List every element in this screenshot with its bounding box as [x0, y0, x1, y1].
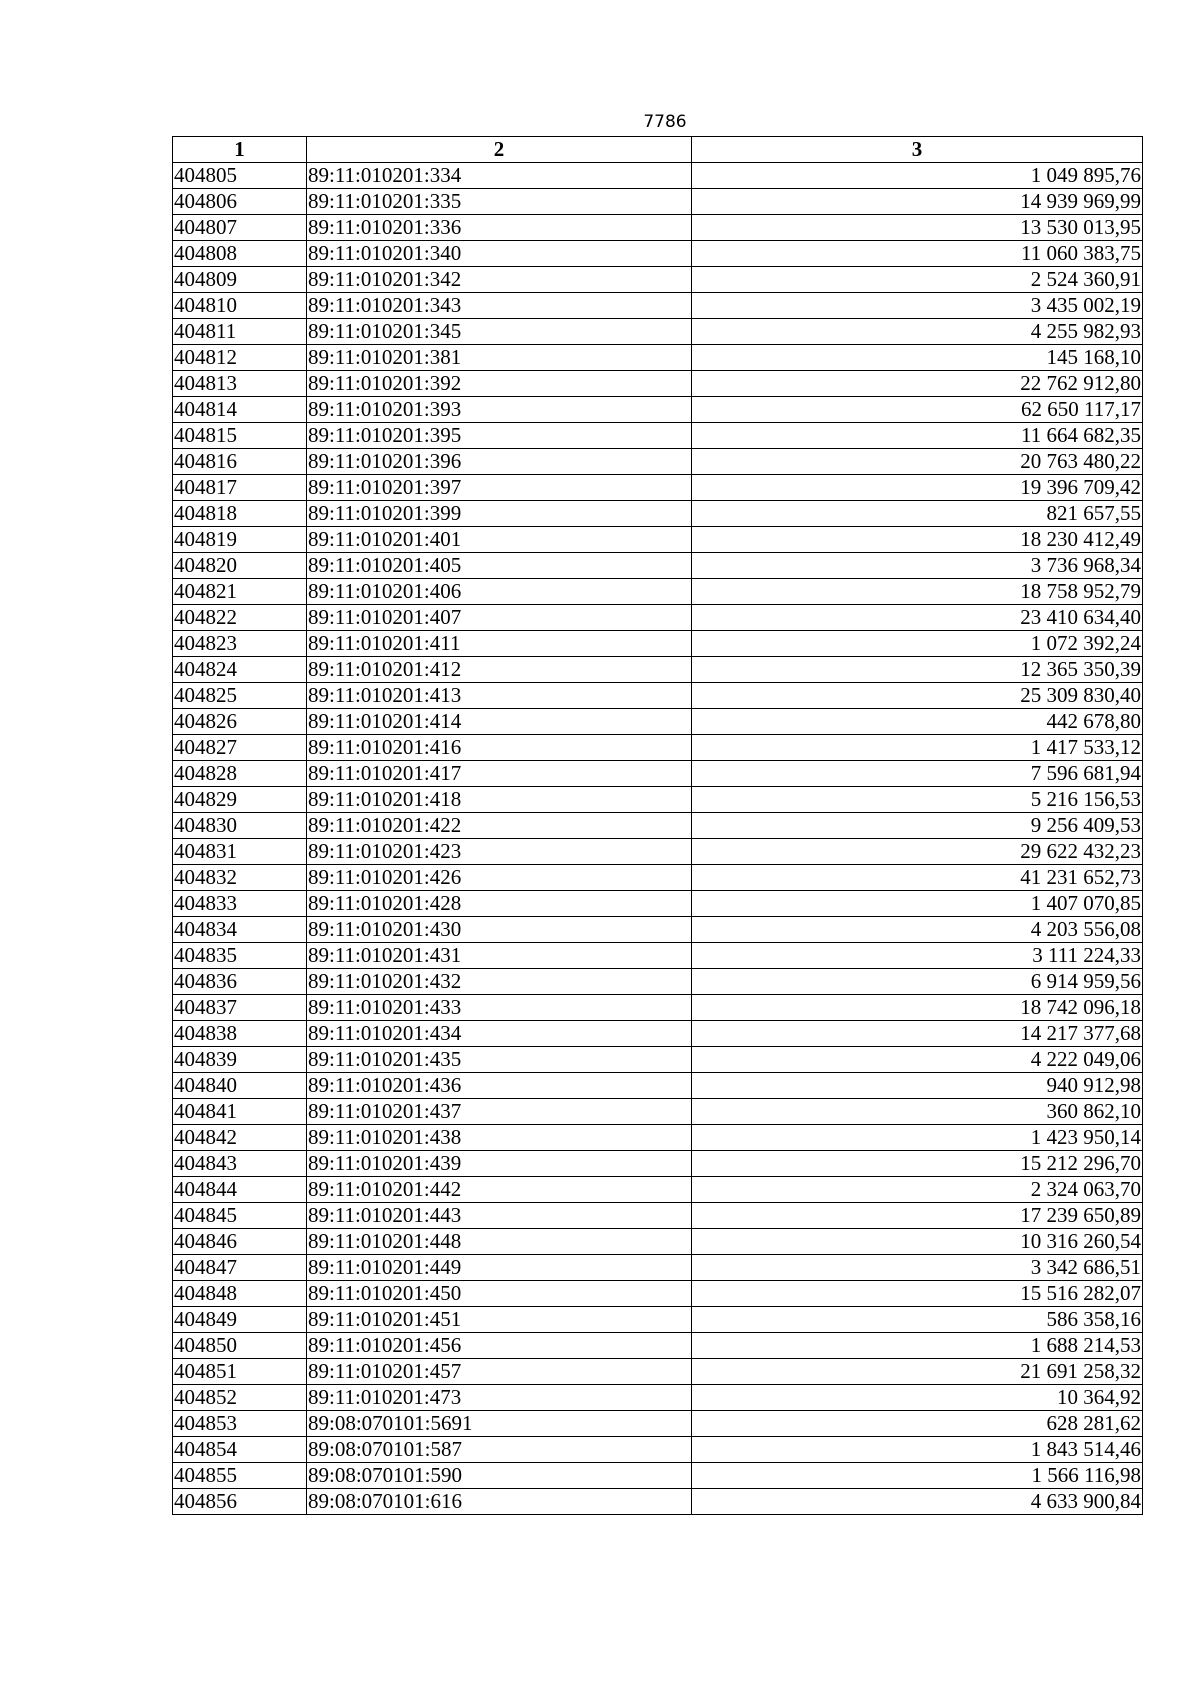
row-number-cell: 404805 — [173, 163, 307, 189]
cadastral-number-cell: 89:11:010201:412 — [307, 657, 692, 683]
cadastral-value-cell: 360 862,10 — [692, 1099, 1143, 1125]
table-row — [173, 241, 1143, 267]
row-number-cell: 404828 — [173, 761, 307, 787]
cadastral-value-cell: 3 342 686,51 — [692, 1255, 1143, 1281]
cadastral-number-cell: 89:11:010201:343 — [307, 293, 692, 319]
row-number-cell: 404823 — [173, 631, 307, 657]
column-header-number: 1 — [173, 137, 307, 163]
cadastral-number-cell: 89:08:070101:5691 — [307, 1411, 692, 1437]
cadastral-number-cell: 89:11:010201:456 — [307, 1333, 692, 1359]
cadastral-number-cell: 89:11:010201:432 — [307, 969, 692, 995]
table-row — [173, 891, 1143, 917]
table-row — [173, 319, 1143, 345]
table-row — [173, 1359, 1143, 1385]
table-row — [173, 813, 1143, 839]
cadastral-number-cell: 89:11:010201:413 — [307, 683, 692, 709]
cadastral-value-cell: 5 216 156,53 — [692, 787, 1143, 813]
cadastral-value-cell: 4 222 049,06 — [692, 1047, 1143, 1073]
cadastral-number-cell: 89:11:010201:450 — [307, 1281, 692, 1307]
row-number-cell: 404825 — [173, 683, 307, 709]
cadastral-number-cell: 89:11:010201:436 — [307, 1073, 692, 1099]
row-number-cell: 404816 — [173, 449, 307, 475]
row-number-cell: 404833 — [173, 891, 307, 917]
row-number-cell: 404847 — [173, 1255, 307, 1281]
table-row — [173, 345, 1143, 371]
table-row — [173, 709, 1143, 735]
cadastral-number-cell: 89:11:010201:428 — [307, 891, 692, 917]
table-row — [173, 501, 1143, 527]
row-number-cell: 404831 — [173, 839, 307, 865]
table-row — [173, 1385, 1143, 1411]
cadastral-value-cell: 13 530 013,95 — [692, 215, 1143, 241]
table-row — [173, 449, 1143, 475]
cadastral-value-cell: 628 281,62 — [692, 1411, 1143, 1437]
table-row — [173, 1125, 1143, 1151]
row-number-cell: 404811 — [173, 319, 307, 345]
row-number-cell: 404821 — [173, 579, 307, 605]
cadastral-value-cell: 15 212 296,70 — [692, 1151, 1143, 1177]
row-number-cell: 404808 — [173, 241, 307, 267]
cadastral-value-cell: 15 516 282,07 — [692, 1281, 1143, 1307]
cadastral-value-cell: 586 358,16 — [692, 1307, 1143, 1333]
table-row — [173, 995, 1143, 1021]
cadastral-value-cell: 22 762 912,80 — [692, 371, 1143, 397]
table-row — [173, 917, 1143, 943]
row-number-cell: 404826 — [173, 709, 307, 735]
cadastral-number-cell: 89:11:010201:411 — [307, 631, 692, 657]
cadastral-number-cell: 89:11:010201:426 — [307, 865, 692, 891]
row-number-cell: 404824 — [173, 657, 307, 683]
row-number-cell: 404827 — [173, 735, 307, 761]
table-row — [173, 657, 1143, 683]
cadastral-value-cell: 11 664 682,35 — [692, 423, 1143, 449]
cadastral-value-cell: 1 423 950,14 — [692, 1125, 1143, 1151]
cadastral-value-cell: 145 168,10 — [692, 345, 1143, 371]
cadastral-value-cell: 3 435 002,19 — [692, 293, 1143, 319]
table-row — [173, 605, 1143, 631]
table-row — [173, 527, 1143, 553]
row-number-cell: 404818 — [173, 501, 307, 527]
row-number-cell: 404846 — [173, 1229, 307, 1255]
cadastral-value-cell: 940 912,98 — [692, 1073, 1143, 1099]
cadastral-number-cell: 89:11:010201:393 — [307, 397, 692, 423]
cadastral-value-cell: 2 324 063,70 — [692, 1177, 1143, 1203]
cadastral-value-cell: 821 657,55 — [692, 501, 1143, 527]
table-row — [173, 1177, 1143, 1203]
cadastral-number-cell: 89:11:010201:336 — [307, 215, 692, 241]
row-number-cell: 404852 — [173, 1385, 307, 1411]
row-number-cell: 404838 — [173, 1021, 307, 1047]
cadastral-value-cell: 25 309 830,40 — [692, 683, 1143, 709]
column-header-value: 3 — [692, 137, 1143, 163]
table-row — [173, 1489, 1143, 1515]
cadastral-number-cell: 89:11:010201:401 — [307, 527, 692, 553]
cadastral-number-cell: 89:11:010201:405 — [307, 553, 692, 579]
column-header-cadastral-number: 2 — [307, 137, 692, 163]
table-row — [173, 1047, 1143, 1073]
table-row — [173, 943, 1143, 969]
cadastral-value-cell: 23 410 634,40 — [692, 605, 1143, 631]
cadastral-value-cell: 62 650 117,17 — [692, 397, 1143, 423]
cadastral-value-cell: 18 758 952,79 — [692, 579, 1143, 605]
row-number-cell: 404819 — [173, 527, 307, 553]
cadastral-number-cell: 89:11:010201:433 — [307, 995, 692, 1021]
row-number-cell: 404841 — [173, 1099, 307, 1125]
table-row — [173, 631, 1143, 657]
table-row — [173, 865, 1143, 891]
cadastral-number-cell: 89:08:070101:616 — [307, 1489, 692, 1515]
cadastral-number-cell: 89:11:010201:334 — [307, 163, 692, 189]
cadastral-value-cell: 4 255 982,93 — [692, 319, 1143, 345]
cadastral-number-cell: 89:11:010201:422 — [307, 813, 692, 839]
table-row — [173, 553, 1143, 579]
table-row — [173, 1255, 1143, 1281]
cadastral-value-cell: 18 230 412,49 — [692, 527, 1143, 553]
cadastral-value-cell: 1 566 116,98 — [692, 1463, 1143, 1489]
row-number-cell: 404836 — [173, 969, 307, 995]
table-row — [173, 215, 1143, 241]
cadastral-number-cell: 89:11:010201:423 — [307, 839, 692, 865]
row-number-cell: 404843 — [173, 1151, 307, 1177]
cadastral-number-cell: 89:11:010201:345 — [307, 319, 692, 345]
row-number-cell: 404837 — [173, 995, 307, 1021]
cadastral-value-cell: 9 256 409,53 — [692, 813, 1143, 839]
cadastral-number-cell: 89:11:010201:449 — [307, 1255, 692, 1281]
cadastral-value-cell: 10 316 260,54 — [692, 1229, 1143, 1255]
table-row — [173, 423, 1143, 449]
table-header-row — [173, 137, 1143, 163]
cadastral-value-cell: 10 364,92 — [692, 1385, 1143, 1411]
cadastral-value-cell: 1 072 392,24 — [692, 631, 1143, 657]
cadastral-value-cell: 6 914 959,56 — [692, 969, 1143, 995]
table-row — [173, 1463, 1143, 1489]
cadastral-number-cell: 89:11:010201:439 — [307, 1151, 692, 1177]
cadastral-number-cell: 89:11:010201:435 — [307, 1047, 692, 1073]
table-row — [173, 1333, 1143, 1359]
cadastral-number-cell: 89:11:010201:430 — [307, 917, 692, 943]
cadastral-number-cell: 89:11:010201:335 — [307, 189, 692, 215]
cadastral-number-cell: 89:11:010201:473 — [307, 1385, 692, 1411]
cadastral-number-cell: 89:11:010201:407 — [307, 605, 692, 631]
table-row — [173, 189, 1143, 215]
cadastral-value-cell: 4 203 556,08 — [692, 917, 1143, 943]
table-row — [173, 735, 1143, 761]
row-number-cell: 404834 — [173, 917, 307, 943]
cadastral-number-cell: 89:11:010201:448 — [307, 1229, 692, 1255]
cadastral-number-cell: 89:11:010201:392 — [307, 371, 692, 397]
cadastral-number-cell: 89:11:010201:396 — [307, 449, 692, 475]
table-row — [173, 1021, 1143, 1047]
cadastral-value-cell: 1 843 514,46 — [692, 1437, 1143, 1463]
cadastral-value-cell: 1 049 895,76 — [692, 163, 1143, 189]
row-number-cell: 404840 — [173, 1073, 307, 1099]
cadastral-number-cell: 89:11:010201:399 — [307, 501, 692, 527]
table-row — [173, 683, 1143, 709]
cadastral-value-cell: 3 111 224,33 — [692, 943, 1143, 969]
row-number-cell: 404845 — [173, 1203, 307, 1229]
cadastral-value-cell: 2 524 360,91 — [692, 267, 1143, 293]
cadastral-number-cell: 89:11:010201:437 — [307, 1099, 692, 1125]
row-number-cell: 404812 — [173, 345, 307, 371]
table-row — [173, 475, 1143, 501]
table-row — [173, 1437, 1143, 1463]
row-number-cell: 404851 — [173, 1359, 307, 1385]
table-row — [173, 579, 1143, 605]
table-row — [173, 397, 1143, 423]
table-row — [173, 1229, 1143, 1255]
table-row — [173, 1411, 1143, 1437]
table-row — [173, 1203, 1143, 1229]
cadastral-value-cell: 41 231 652,73 — [692, 865, 1143, 891]
row-number-cell: 404829 — [173, 787, 307, 813]
row-number-cell: 404855 — [173, 1463, 307, 1489]
row-number-cell: 404814 — [173, 397, 307, 423]
table-row — [173, 267, 1143, 293]
row-number-cell: 404844 — [173, 1177, 307, 1203]
table-row — [173, 969, 1143, 995]
row-number-cell: 404817 — [173, 475, 307, 501]
row-number-cell: 404856 — [173, 1489, 307, 1515]
cadastral-number-cell: 89:11:010201:434 — [307, 1021, 692, 1047]
cadastral-value-cell: 1 417 533,12 — [692, 735, 1143, 761]
cadastral-value-cell: 442 678,80 — [692, 709, 1143, 735]
row-number-cell: 404810 — [173, 293, 307, 319]
cadastral-value-cell: 4 633 900,84 — [692, 1489, 1143, 1515]
table-row — [173, 787, 1143, 813]
cadastral-number-cell: 89:11:010201:340 — [307, 241, 692, 267]
cadastral-value-cell: 29 622 432,23 — [692, 839, 1143, 865]
cadastral-value-cell: 19 396 709,42 — [692, 475, 1143, 501]
row-number-cell: 404839 — [173, 1047, 307, 1073]
row-number-cell: 404835 — [173, 943, 307, 969]
row-number-cell: 404815 — [173, 423, 307, 449]
cadastral-number-cell: 89:11:010201:457 — [307, 1359, 692, 1385]
cadastral-value-cell: 1 688 214,53 — [692, 1333, 1143, 1359]
row-number-cell: 404806 — [173, 189, 307, 215]
table-row — [173, 1281, 1143, 1307]
row-number-cell: 404822 — [173, 605, 307, 631]
cadastral-value-cell: 14 217 377,68 — [692, 1021, 1143, 1047]
row-number-cell: 404854 — [173, 1437, 307, 1463]
table-row — [173, 839, 1143, 865]
cadastral-number-cell: 89:11:010201:417 — [307, 761, 692, 787]
table-body — [173, 163, 1143, 1515]
cadastral-number-cell: 89:11:010201:442 — [307, 1177, 692, 1203]
row-number-cell: 404820 — [173, 553, 307, 579]
cadastral-value-cell: 14 939 969,99 — [692, 189, 1143, 215]
table-row — [173, 761, 1143, 787]
row-number-cell: 404832 — [173, 865, 307, 891]
table-row — [173, 163, 1143, 189]
table-row — [173, 1307, 1143, 1333]
cadastral-number-cell: 89:11:010201:395 — [307, 423, 692, 449]
table-row — [173, 371, 1143, 397]
table-row — [173, 293, 1143, 319]
row-number-cell: 404813 — [173, 371, 307, 397]
cadastral-value-cell: 12 365 350,39 — [692, 657, 1143, 683]
row-number-cell: 404849 — [173, 1307, 307, 1333]
cadastral-number-cell: 89:11:010201:443 — [307, 1203, 692, 1229]
cadastral-value-cell: 21 691 258,32 — [692, 1359, 1143, 1385]
cadastral-value-cell: 1 407 070,85 — [692, 891, 1143, 917]
cadastral-number-cell: 89:11:010201:451 — [307, 1307, 692, 1333]
cadastral-number-cell: 89:11:010201:414 — [307, 709, 692, 735]
table-row — [173, 1073, 1143, 1099]
row-number-cell: 404853 — [173, 1411, 307, 1437]
cadastral-number-cell: 89:11:010201:397 — [307, 475, 692, 501]
cadastral-value-table — [172, 136, 1143, 1515]
row-number-cell: 404830 — [173, 813, 307, 839]
cadastral-number-cell: 89:11:010201:416 — [307, 735, 692, 761]
row-number-cell: 404850 — [173, 1333, 307, 1359]
cadastral-value-cell: 17 239 650,89 — [692, 1203, 1143, 1229]
row-number-cell: 404807 — [173, 215, 307, 241]
cadastral-number-cell: 89:11:010201:418 — [307, 787, 692, 813]
cadastral-value-cell: 11 060 383,75 — [692, 241, 1143, 267]
cadastral-number-cell: 89:11:010201:406 — [307, 579, 692, 605]
page-number: 7786 — [643, 112, 687, 132]
cadastral-number-cell: 89:08:070101:590 — [307, 1463, 692, 1489]
cadastral-number-cell: 89:11:010201:381 — [307, 345, 692, 371]
row-number-cell: 404809 — [173, 267, 307, 293]
table-row — [173, 1151, 1143, 1177]
cadastral-value-cell: 18 742 096,18 — [692, 995, 1143, 1021]
cadastral-value-cell: 7 596 681,94 — [692, 761, 1143, 787]
cadastral-number-cell: 89:11:010201:342 — [307, 267, 692, 293]
table-row — [173, 1099, 1143, 1125]
cadastral-value-cell: 3 736 968,34 — [692, 553, 1143, 579]
cadastral-number-cell: 89:11:010201:431 — [307, 943, 692, 969]
cadastral-number-cell: 89:11:010201:438 — [307, 1125, 692, 1151]
row-number-cell: 404848 — [173, 1281, 307, 1307]
cadastral-number-cell: 89:08:070101:587 — [307, 1437, 692, 1463]
cadastral-value-cell: 20 763 480,22 — [692, 449, 1143, 475]
row-number-cell: 404842 — [173, 1125, 307, 1151]
